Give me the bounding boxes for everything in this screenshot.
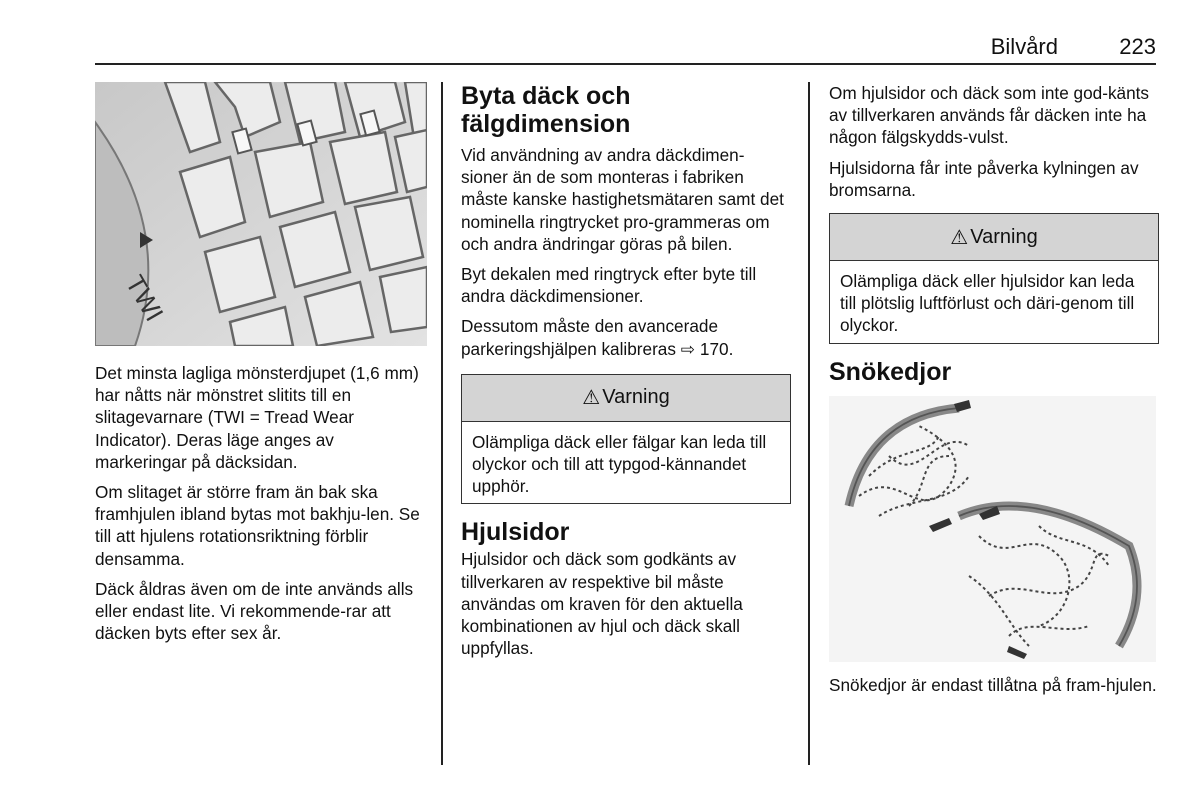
figure-caption: Snökedjor är endast tillåtna på fram-hjulen. [829, 674, 1157, 695]
warning-body [830, 261, 1158, 343]
warning-triangle-icon: ⚠ [582, 387, 601, 410]
page-header [95, 34, 1156, 64]
paragraph: Om hjulsidor och däck som inte god-känts av tillverkaren används får däcken inte ha någon fälgskydds-vulst. [829, 83, 1150, 148]
header-rule [95, 63, 1156, 65]
section-heading: Snökedjor [829, 357, 952, 386]
warning-header [462, 375, 790, 422]
paragraph: Hjulsidor och däck som godkänts av tillverkaren av respektive bil måste användas om kraven för den aktuella kombinationen av hjul och däck skall uppfyllas. [461, 549, 743, 659]
warning-title: Varning [970, 225, 1038, 248]
section-heading: Byta däck och fälgdimension [461, 82, 631, 138]
paragraph: Vid användning av andra däckdimen-sioner än de som monteras i fabriken måste kanske hastighetsmätaren samt det nominella ringtrycket pro-grammeras om och andra ändringar göras på bilen. [461, 145, 784, 254]
paragraph: Dessutom måste den avancerade parkeringshjälpen kalibreras ⇨ 170. [461, 316, 734, 359]
tire-tread-illustration [95, 82, 427, 346]
column-3 [829, 82, 1159, 704]
column-1 [95, 82, 427, 652]
paragraph: Det minsta lagliga mönsterdjupet (1,6 mm) har nåtts när mönstret slitits till en slitagevarnare (TWI = Tread Wear Indicator). Deras läge anges av markeringar på däcksidan. [95, 363, 419, 472]
warning-header [830, 214, 1158, 261]
column-divider [441, 82, 443, 765]
snow-chain-illustration [829, 396, 1156, 662]
warning-text: Olämpliga däck eller fälgar kan leda till olyckor och till att typgod-kännandet upphör. [472, 431, 767, 497]
paragraph: Byt dekalen med ringtryck efter byte till andra däckdimensioner. [461, 264, 757, 307]
page-number: 223 [1119, 34, 1156, 59]
warning-box [461, 374, 791, 505]
section-heading: Hjulsidor [461, 518, 570, 547]
twi-label: TWI [119, 270, 170, 327]
warning-body [462, 422, 790, 504]
warning-title: Varning [602, 386, 670, 409]
paragraph: Hjulsidorna får inte påverka kylningen av bromsarna. [829, 157, 1139, 200]
section-title: Bilvård [990, 34, 1058, 59]
column-2 [461, 82, 791, 667]
paragraph: Om slitaget är större fram än bak ska framhjulen ibland bytas mot bakhju-len. Se till att hjulens rotationsriktning förblir densamma. [95, 482, 420, 569]
warning-text: Olämpliga däck eller hjulsidor kan leda till plötslig luftförlust och däri-genom till olyckor. [840, 271, 1135, 336]
paragraph: Däck åldras även om de inte används alls eller endast lite. Vi rekommende-rar att däcken byts efter sex år. [95, 578, 414, 644]
warning-triangle-icon: ⚠ [950, 226, 969, 249]
column-divider [808, 82, 810, 765]
warning-box [829, 213, 1159, 344]
